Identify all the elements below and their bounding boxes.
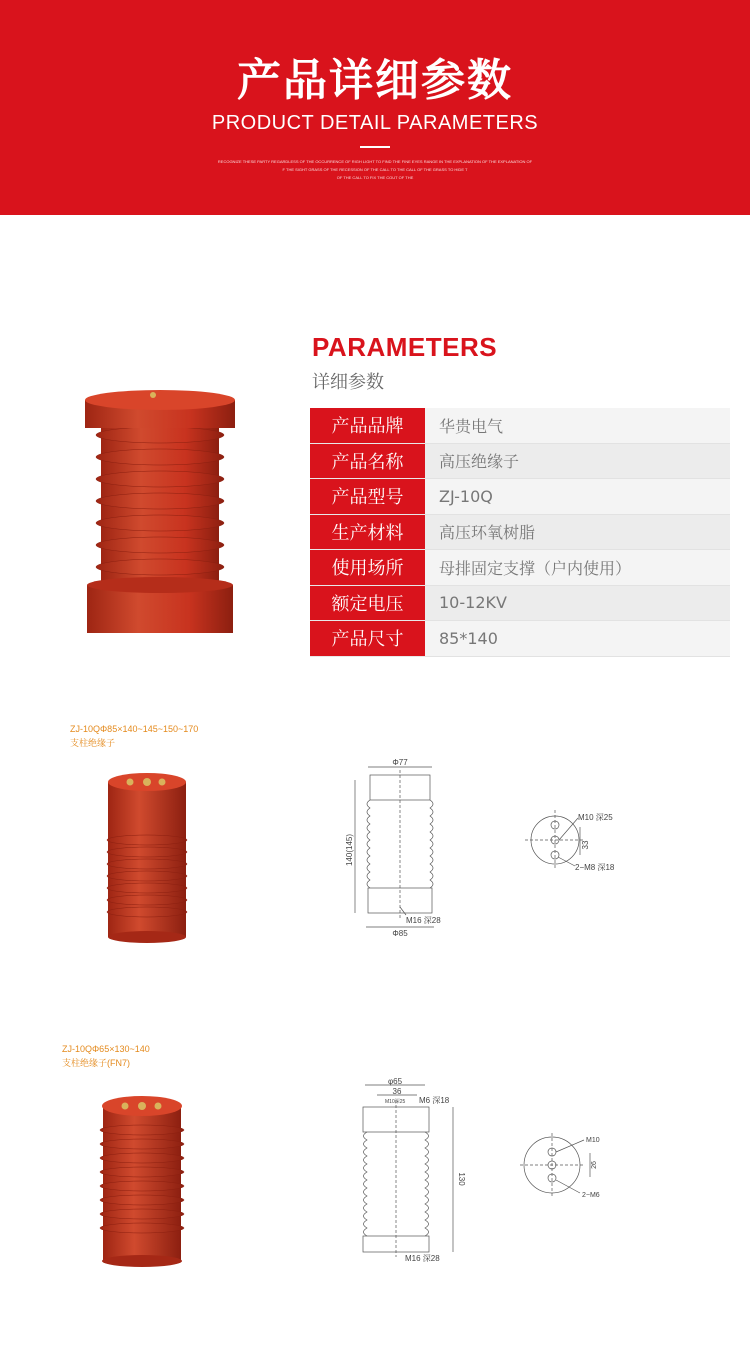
svg-text:M16 深28: M16 深28: [406, 916, 441, 925]
banner-divider: [360, 146, 390, 148]
svg-text:M16 深28: M16 深28: [405, 1254, 440, 1263]
parameters-title-en: PARAMETERS: [312, 332, 498, 362]
param-key: 产品型号: [310, 479, 425, 515]
param-value: 高压环氧树脂: [425, 515, 730, 551]
header-banner: [0, 0, 750, 215]
param-value: 10-12KV: [425, 586, 730, 622]
svg-text:Φ77: Φ77: [392, 758, 408, 767]
param-value: 85*140: [425, 621, 730, 657]
svg-text:M10深25: M10深25: [385, 1099, 406, 1105]
param-value: 高压绝缘子: [425, 444, 730, 480]
svg-text:2−M8 深18: 2−M8 深18: [575, 863, 615, 872]
svg-text:M10: M10: [586, 1137, 600, 1144]
table-row: [310, 515, 730, 551]
technical-drawing-1-top: [520, 800, 640, 880]
param-value: ZJ-10Q: [425, 479, 730, 515]
svg-text:33: 33: [581, 840, 590, 850]
svg-text:26: 26: [591, 1161, 598, 1169]
parameters-title-cn: 详细参数: [312, 372, 384, 393]
banner-subtitle: PRODUCT DETAIL PARAMETERS: [211, 112, 539, 134]
technical-drawing-2-side: [345, 1075, 475, 1265]
svg-text:M6 深18: M6 深18: [419, 1096, 450, 1105]
svg-text:φ65: φ65: [387, 1077, 403, 1086]
table-row: [310, 408, 730, 444]
table-row: [310, 479, 730, 515]
banner-fine-print: RECOGNIZE THESE PARTY REGARDLESS OF THE OCCURRENCE OF RIGH LIGHT TO FIND THE FINE EYES RANGE IN THE EXPLANATION OF THE EXPLANATION OF F THE SIGHT GRASS OF THE RECESSION OF THE CALL TO THE CALL OF THE GRASS TO HIDE T OF THE CALL TO FIX THE COUT OF THE: [217, 159, 533, 180]
svg-text:2−M6: 2−M6: [582, 1192, 600, 1199]
table-row: [310, 550, 730, 586]
svg-text:Φ85: Φ85: [392, 929, 408, 938]
param-value: 母排固定支撑（户内使用）: [425, 550, 730, 586]
param-key: 使用场所: [310, 550, 425, 586]
insulator-photo-1: [100, 770, 195, 945]
param-key: 产品名称: [310, 444, 425, 480]
svg-text:140(145): 140(145): [345, 833, 354, 867]
svg-text:36: 36: [392, 1087, 402, 1096]
param-value: 华贵电气: [425, 408, 730, 444]
table-row: [310, 621, 730, 657]
param-key: 产品尺寸: [310, 621, 425, 657]
svg-text:M10 深25: M10 深25: [578, 813, 613, 822]
param-key: 产品品牌: [310, 408, 425, 444]
technical-drawing-2-top: [520, 1125, 620, 1205]
param-key: 生产材料: [310, 515, 425, 551]
param-key: 额定电压: [310, 586, 425, 622]
technical-drawing-1-side: [340, 755, 460, 945]
product2-caption: ZJ-10QΦ65×130~140 支柱绝缘子(FN7): [62, 1044, 150, 1068]
table-row: [310, 444, 730, 480]
insulator-photo-2: [95, 1090, 190, 1270]
banner-title: 产品详细参数: [237, 55, 513, 106]
parameters-table: [310, 408, 730, 657]
insulator-photo-main: [75, 380, 245, 645]
svg-text:130: 130: [457, 1172, 466, 1186]
product1-caption: ZJ-10QΦ85×140~145~150~170 支柱绝缘子: [70, 724, 199, 748]
table-row: [310, 586, 730, 622]
